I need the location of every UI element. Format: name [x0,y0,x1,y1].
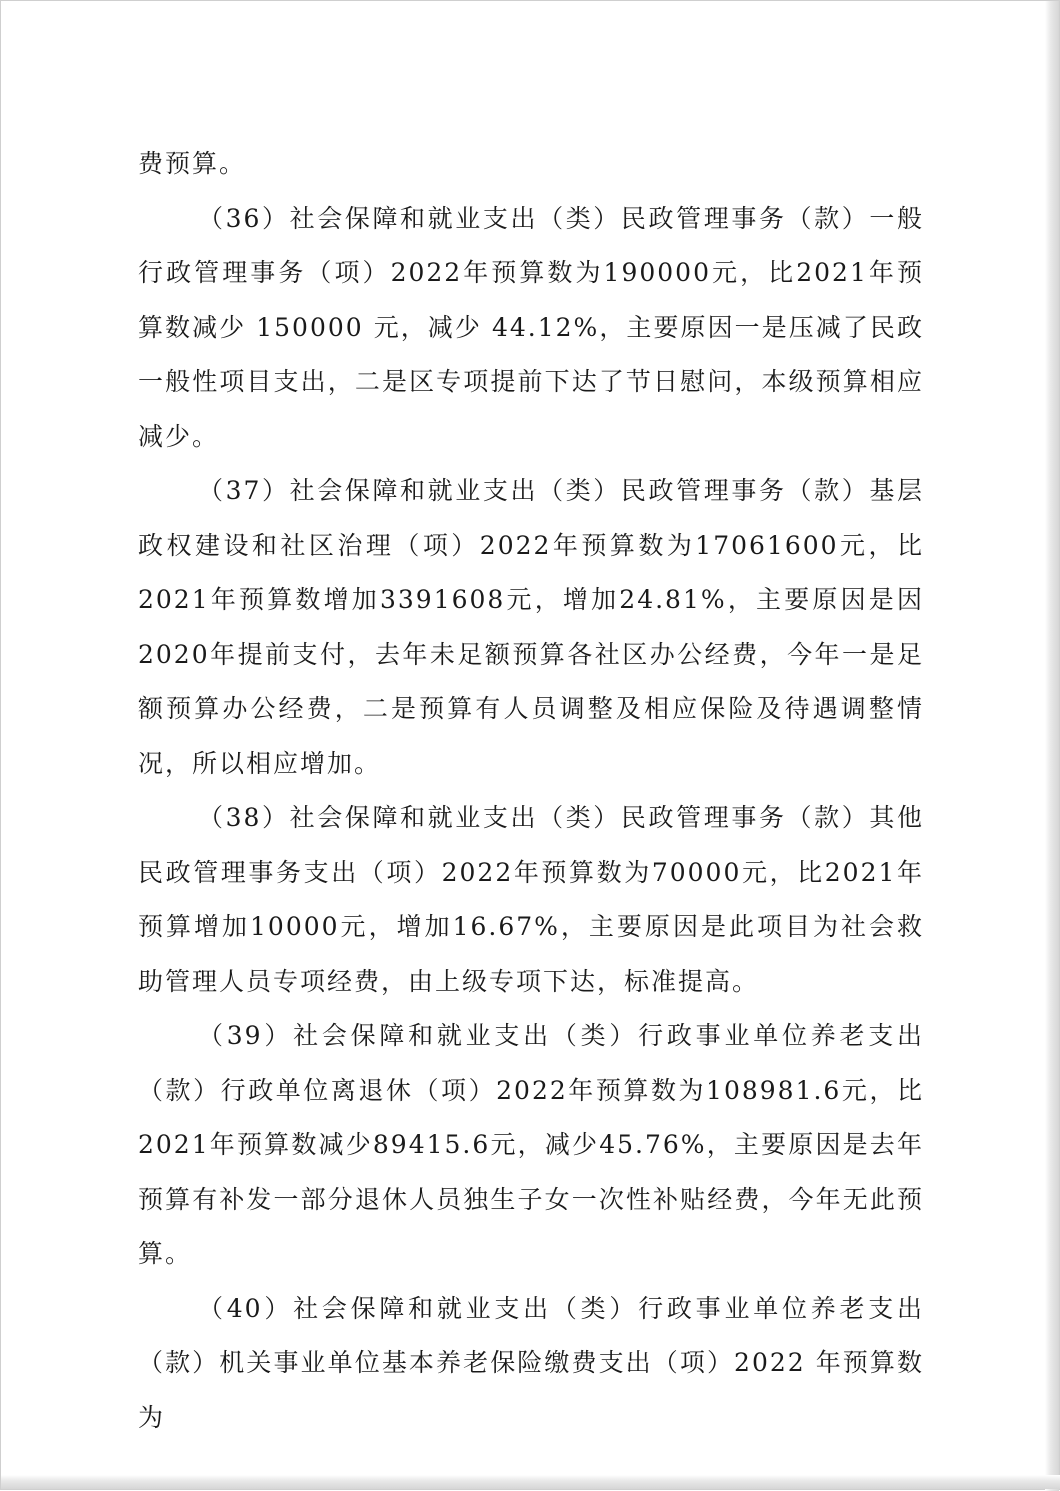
paragraph-item-40: （40）社会保障和就业支出（类）行政事业单位养老支出（款）机关事业单位基本养老保险缴费支出（项）2022 年预算数为 [138,1293,924,1432]
page-shadow-bottom [1,1475,1060,1489]
document-body [138,137,924,1445]
page-shadow-right [1045,1,1059,1491]
paragraph-item-36: （36）社会保障和就业支出（类）民政管理事务（款）一般行政管理事务（项）2022年预算数为190000元，比2021年预算数减少 150000 元，减少 44.12%，主要原因一是压减了民政一般性项目支出，二是区专项提前下达了节日慰问，本级预算相应减少。 [138,203,924,451]
paragraph-item-39: （39）社会保障和就业支出（类）行政事业单位养老支出（款）行政单位离退休（项）2022年预算数为108981.6元，比2021年预算数减少89415.6元，减少45.76%，主要原因是去年预算有补发一部分退休人员独生子女一次性补贴经费，今年无此预算。 [138,1021,924,1268]
paragraph-item-38: （38）社会保障和就业支出（类）民政管理事务（款）其他民政管理事务支出（项）2022年预算数为70000元，比2021年预算增加10000元，增加16.67%，主要原因是此项目为社会救助管理人员专项经费，由上级专项下达，标准提高。 [138,803,924,996]
paragraph-item-37: （37）社会保障和就业支出（类）民政管理事务（款）基层政权建设和社区治理（项）2022年预算数为17061600元，比2021年预算数增加3391608元，增加24.81%，主要原因是因2020年提前支付，去年未足额预算各社区办公经费，今年一是足额预算办公经费，二是预算有人员调整及相应保险及待遇调整情况，所以相应增加。 [138,476,924,778]
paragraph-continuation: 费预算。 [138,149,247,178]
